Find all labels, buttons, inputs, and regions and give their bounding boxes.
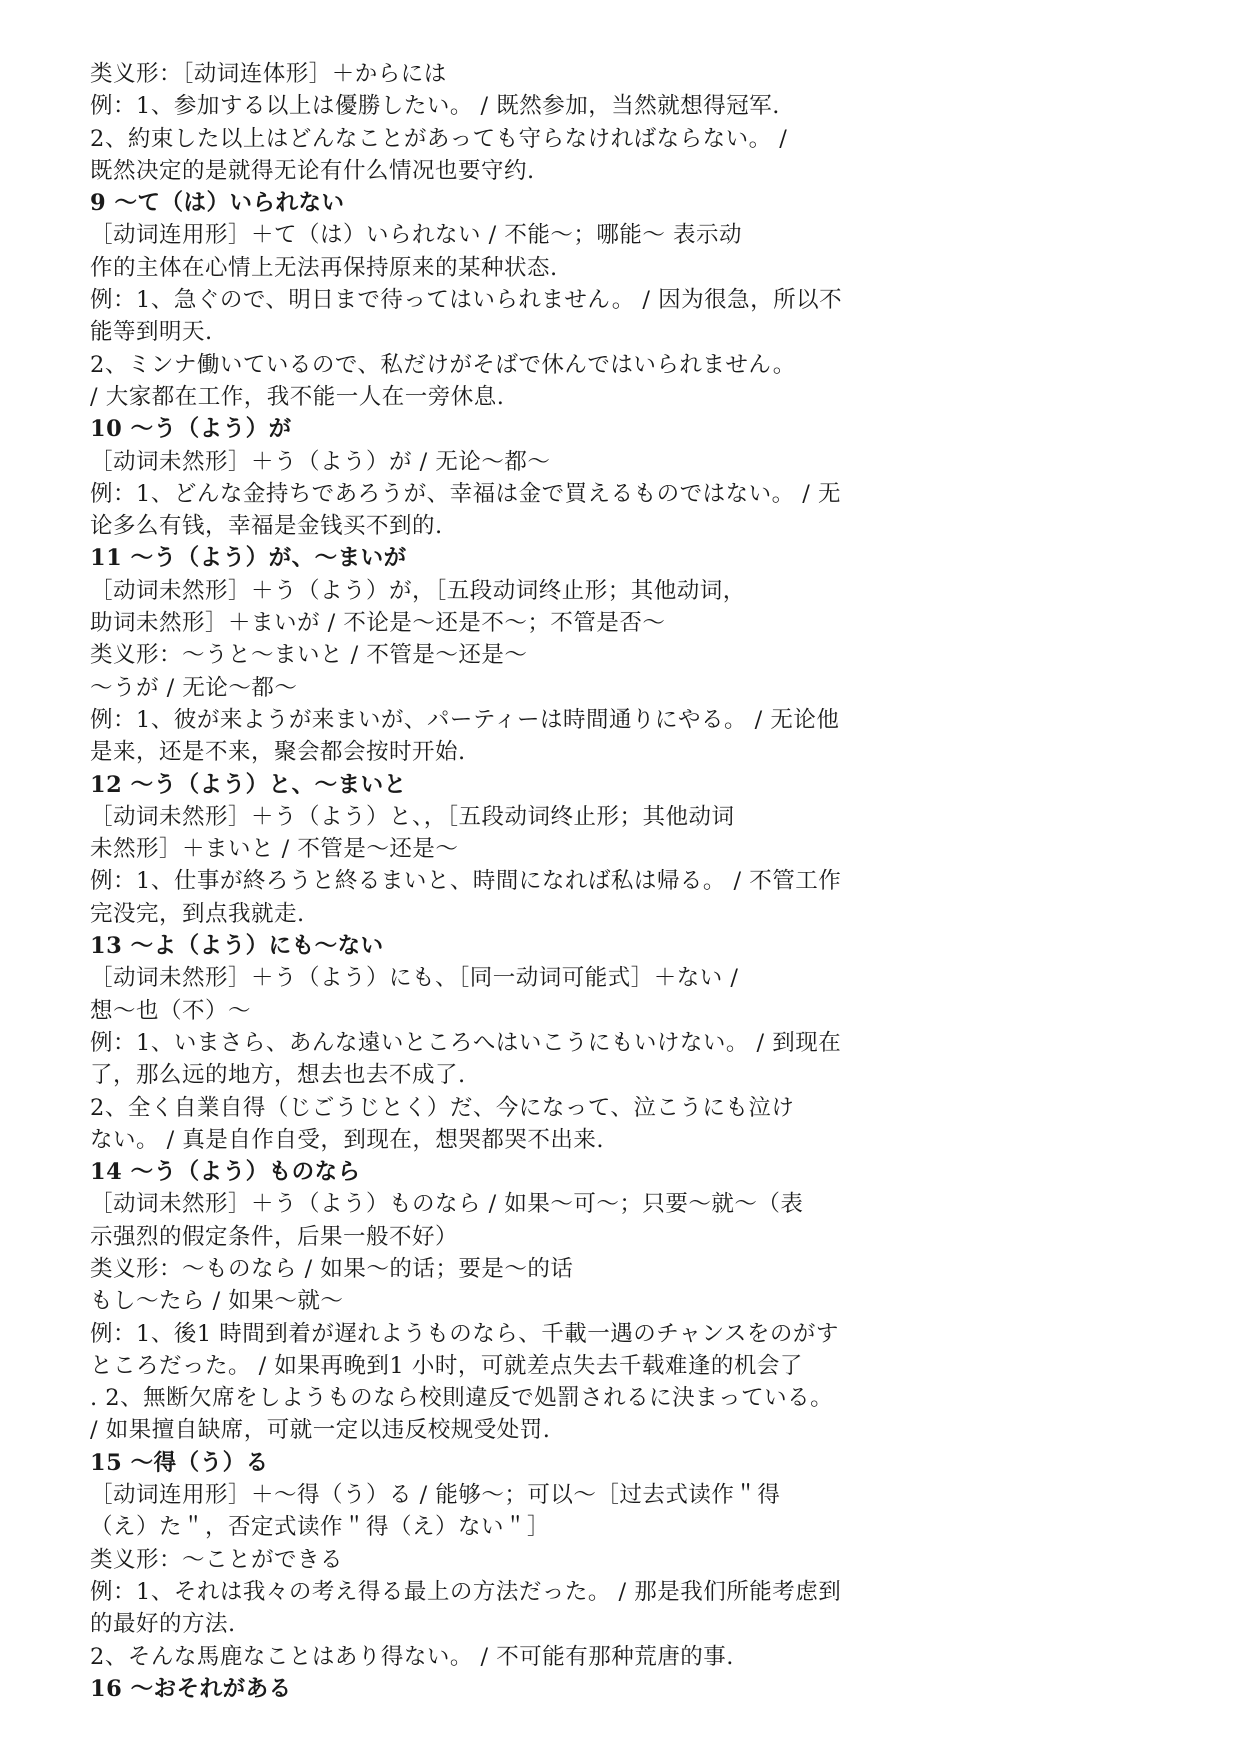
text-line: 作的主体在心情上无法再保持原来的某种状态.	[90, 254, 558, 281]
text-line: ～うが / 无论～都～	[90, 674, 298, 701]
section-heading: 13 ～よ（よう）にも～ない	[90, 933, 384, 960]
document-page	[90, 58, 1150, 1705]
text-line: 类义形：［动词连体形］＋からには	[90, 61, 447, 87]
text-line: 既然决定的是就得无论有什么情况也要守约.	[90, 157, 535, 184]
text-line: 是来，还是不来，聚会都会按时开始.	[90, 739, 466, 766]
text-line: ［动词连用形］＋て（は）いられない / 不能～；哪能～ 表示动	[90, 222, 743, 249]
text-line: ［动词未然形］＋う（よう）ものなら / 如果～可～；只要～就～（表	[90, 1191, 804, 1218]
text-line: 2、ミンナ働いているので、私だけがそばで休んではいられません。	[90, 351, 796, 378]
text-line: 例：1、どんな金持ちであろうが、幸福は金で買えるものではない。 / 无	[90, 480, 841, 507]
text-line: 助词未然形］＋まいが / 不论是～还是不～；不管是否～	[90, 610, 666, 637]
text-line: 类义形：～ものなら / 如果～的话；要是～的话	[90, 1255, 574, 1282]
text-line: . 2、無断欠席をしようものなら校則違反で処罰されるに決まっている。	[90, 1385, 834, 1412]
section-heading: 14 ～う（よう）ものなら	[90, 1159, 361, 1186]
section-heading: 16 ～おそれがある	[90, 1675, 292, 1702]
text-line: ［动词未然形］＋う（よう）にも、［同一动词可能式］＋ない /	[90, 965, 739, 992]
text-line: ［动词未然形］＋う（よう）が / 无论～都～	[90, 448, 551, 475]
text-line: 类义形：～ことができる	[90, 1546, 344, 1573]
text-line: 2、約束した以上はどんなことがあっても守らなければならない。 /	[90, 125, 788, 152]
text-line: 例：1、いまさら、あんな遠いところへはいこうにもいけない。 / 到现在	[90, 1029, 842, 1056]
text-line: 完没完，到点我就走.	[90, 900, 305, 927]
text-line: もし～たら / 如果～就～	[90, 1288, 344, 1315]
text-line: 例：1、仕事が終ろうと終るまいと、時間になれば私は帰る。 / 不管工作	[90, 868, 842, 895]
text-line: ところだった。 / 如果再晚到1 小时，可就差点失去千载难逢的机会了	[90, 1352, 803, 1379]
text-line: ない。 / 真是自作自受，到现在，想哭都哭不出来.	[90, 1126, 605, 1153]
text-line: 例：1、彼が来ようが来まいが、パーティーは時間通りにやる。 / 无论他	[90, 706, 840, 733]
text-line: 2、そんな馬鹿なことはあり得ない。 / 不可能有那种荒唐的事.	[90, 1643, 734, 1670]
text-line: 论多么有钱，幸福是金钱买不到的.	[90, 513, 443, 540]
text-line: ［动词连用形］＋～得（う）る / 能够～；可以～［过去式读作＂得	[90, 1482, 781, 1509]
section-heading: 12 ～う（よう）と、～まいと	[90, 771, 407, 798]
text-line: 类义形：～うと～まいと / 不管是～还是～	[90, 642, 528, 669]
text-line: ［动词未然形］＋う（よう）が，［五段动词终止形；其他动词，	[90, 577, 746, 604]
text-line: 例：1、後1 時間到着が遅れようものなら、千載一遇のチャンスをのがす	[90, 1320, 839, 1347]
text-line: / 如果擅自缺席，可就一定以违反校规受处罚.	[90, 1417, 551, 1444]
text-line: 例：1、参加する以上は優勝したい。 / 既然参加，当然就想得冠军.	[90, 93, 780, 120]
text-line: 的最好的方法.	[90, 1611, 236, 1638]
text-line: / 大家都在工作，我不能一人在一旁休息.	[90, 383, 505, 410]
section-heading: 11 ～う（よう）が、～まいが	[90, 545, 407, 572]
text-line: 示强烈的假定条件，后果一般不好）	[90, 1223, 459, 1250]
text-line: 例：1、それは我々の考え得る最上の方法だった。 / 那是我们所能考虑到	[90, 1578, 842, 1605]
section-heading: 15 ～得（う）る	[90, 1449, 269, 1476]
text-line: 2、全く自業自得（じごうじとく）だ、今になって、泣こうにも泣け	[90, 1094, 795, 1121]
text-line: （え）た＂，否定式读作＂得（え）ない＂］	[90, 1514, 551, 1541]
text-line: 例：1、急ぐので、明日まで待ってはいられません。 / 因为很急，所以不	[90, 287, 843, 314]
text-line: 能等到明天.	[90, 319, 213, 346]
text-line: ［动词未然形］＋う（よう）と、，［五段动词终止形；其他动词	[90, 803, 735, 830]
text-line: 想～也（不）～	[90, 997, 252, 1024]
text-line: 了，那么远的地方，想去也去不成了.	[90, 1062, 466, 1089]
text-line: 未然形］＋まいと / 不管是～还是～	[90, 836, 459, 863]
section-heading: 9 ～て（は）いられない	[90, 190, 345, 217]
section-heading: 10 ～う（よう）が	[90, 416, 292, 443]
